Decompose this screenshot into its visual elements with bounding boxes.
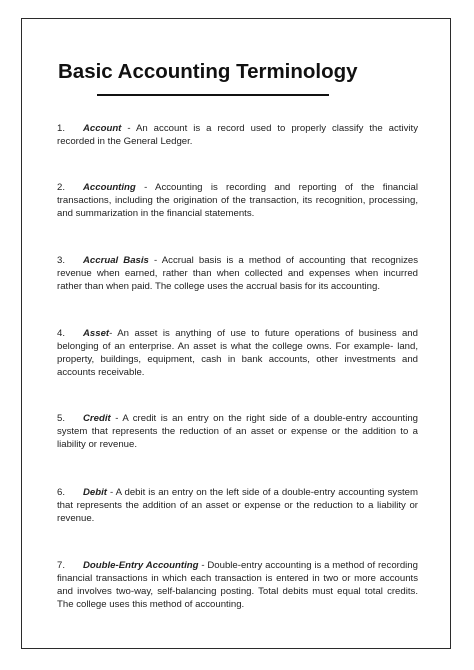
term-account <box>57 122 418 148</box>
term-number: 2. <box>57 182 66 193</box>
term-credit <box>57 412 418 451</box>
term-separator: - <box>198 560 208 571</box>
term-accounting <box>57 181 418 220</box>
term-definition: An account is a record used to properly classify the activity recorded in the General Ledger. <box>57 123 418 147</box>
term-number: 4. <box>57 328 66 339</box>
page-title: Basic Accounting Terminology <box>58 60 358 83</box>
term-definition: A debit is an entry on the left side of a double-entry accounting system that represents the addition of an asset or expense or the reduction to a liability or revenue. <box>57 487 418 524</box>
term-number: 5. <box>57 413 66 424</box>
term-separator: - <box>109 328 118 339</box>
term-name: Double-Entry Accounting <box>83 560 199 571</box>
term-separator: - <box>121 123 136 134</box>
term-definition: An asset is anything of use to future operations of business and belonging of an enterprise. An asset is what the college owns. For example- land, property, buildings, equipment, cash in bank accounts, other investments and accounts receivable. <box>57 328 418 378</box>
term-number: 7. <box>57 560 66 571</box>
term-separator: - <box>148 255 162 266</box>
term-number: 1. <box>57 123 66 134</box>
term-definition: Accounting is recording and reporting of the financial transactions, including the origination of the transaction, its recognition, processing, and summarization in the financial statements. <box>57 182 418 219</box>
term-name: Debit <box>83 487 107 498</box>
title-underline <box>97 94 329 96</box>
term-accrual-basis <box>57 254 418 293</box>
term-number: 3. <box>57 255 66 266</box>
term-number: 6. <box>57 487 66 498</box>
term-double-entry-accounting <box>57 559 418 611</box>
term-debit <box>57 486 418 525</box>
term-name: Account <box>83 123 122 134</box>
term-separator: - <box>135 182 156 193</box>
term-name: Asset <box>83 328 110 339</box>
term-name: Accounting <box>83 182 136 193</box>
term-name: Accrual Basis <box>83 255 149 266</box>
term-definition: Accrual basis is a method of accounting that recognizes revenue when earned, rather than when collected and expenses when incurred rather than when paid. The college uses the accrual basis for its accounting. <box>57 255 419 292</box>
term-asset <box>57 327 418 379</box>
term-definition: Double-entry accounting is a method of recording financial transactions in which each transaction is entered in two or more accounts and involves two-way, self-balancing posting. Total debits must equal total credits. The college uses this method of accounting. <box>57 560 418 610</box>
term-name: Credit <box>83 413 111 424</box>
term-separator: - <box>106 487 116 498</box>
term-definition: A credit is an entry on the right side of a double-entry accounting system that represents the reduction of an asset or expense or the addition to a liability or revenue. <box>57 413 418 450</box>
term-separator: - <box>110 413 123 424</box>
